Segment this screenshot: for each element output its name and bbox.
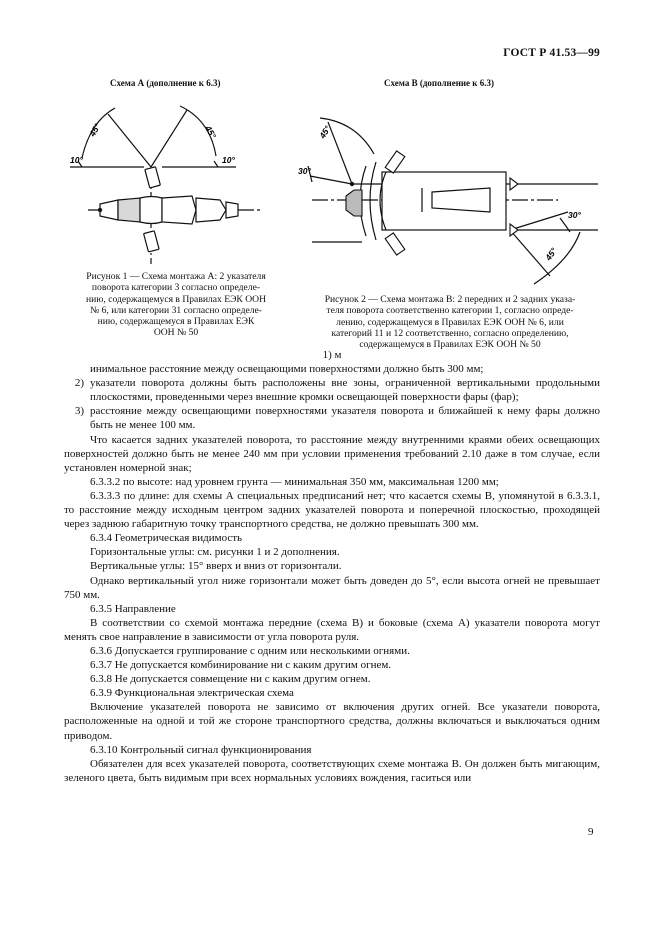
- item-1-marker: 1) м: [322, 349, 342, 361]
- scheme-b-lower-side-lamp: [385, 233, 405, 255]
- paragraph-6-3-3-2: 6.3.3.2 по высоте: над уровнем грунта — минимальная 350 мм, максимальная 1200 мм;: [90, 475, 499, 488]
- heading-6-3-4: 6.3.4 Геометрическая видимость: [90, 532, 243, 545]
- figure-2-caption-line: содержащемуся в Правилах ЕЭК ООН № 50: [359, 339, 541, 351]
- heading-6-3-10: 6.3.10 Контрольный сигнал функционирования: [90, 743, 312, 756]
- figure-1-caption-line: Рисунок 1 — Схема монтажа А: 2 указателя: [86, 271, 266, 282]
- scheme-a-left-ray: [108, 114, 151, 167]
- scheme-a-top-lamp: [145, 167, 161, 188]
- heading-6-3-9: 6.3.9 Функциональная электрическая схема: [90, 687, 294, 700]
- figure-2-caption-line: теля поворота соответственно категории 1, согласно опреде-: [326, 305, 574, 317]
- paragraph-horizontal-angles: Горизонтальные углы: см. рисунки 1 и 2 дополнения.: [90, 546, 340, 559]
- heading-6-3-5: 6.3.5 Направление: [90, 602, 176, 615]
- body-text: [64, 348, 600, 785]
- scheme-a-angle-left: 10°: [70, 155, 83, 165]
- scheme-a-bottom-lamp: [144, 231, 160, 252]
- paragraph-rear-indicators: Что касается задних указателей поворота, то расстояние между внутренними краями обеих освещающих поверхностей должно быть не менее 240 мм при условии применения требований 2.10 даже в том случае, если установлен номерной знак;: [64, 433, 600, 474]
- page-number: 9: [588, 826, 594, 838]
- figure-2-caption-line: Рисунок 2 — Схема монтажа В: 2 передних и 2 задних указа-: [324, 294, 576, 305]
- paragraph-6-3-8: 6.3.8 Не допускается совмещение ни с каким другим огнем.: [90, 673, 371, 686]
- list-item-3: [64, 404, 600, 432]
- figure-1-caption-line: № 6, или категории 31 согласно определе-: [90, 304, 262, 316]
- item-1-text: инимальное расстояние между освещающими поверхностями должно быть 300 мм;: [90, 363, 484, 376]
- scheme-b-front-lamp: [346, 190, 362, 216]
- figure-1-caption-line: поворота категории 3 согласно определе-: [91, 282, 261, 294]
- scheme-b-angle-top-big: 45°: [317, 123, 333, 141]
- paragraph-6-3-6: 6.3.6 Допускается группирование с одним или несколькими огнями.: [90, 644, 410, 657]
- scheme-a-angle-top-left: 45°: [87, 121, 103, 139]
- paragraph-however: Однако вертикальный угол ниже горизонтали может быть доведен до 5°, если высота огней не превышает 750 мм.: [64, 574, 600, 601]
- figure-2-caption: [300, 294, 600, 350]
- scheme-a-vehicle: [100, 196, 238, 224]
- list-text: указатели поворота должны быть расположены вне зоны, ограниченной вертикальными продольными плоскостями, проведенными через внешние кромки освещающей поверхности фары (фар);: [90, 377, 600, 404]
- standard-header: ГОСТ Р 41.53—99: [503, 47, 600, 59]
- paragraph-vertical-angles: Вертикальные углы: 15° вверх и вниз от горизонтали.: [90, 560, 342, 573]
- figure-1-caption-line: нию, содержащемуся в Правилах ЕЭК: [97, 316, 255, 328]
- paragraph-mandatory: Обязателен для всех указателей поворота, соответствующих схеме монтажа В. Он должен быть мигающим, зеленого цвета, быть видимым при всех нормальных условиях вождения, гаситься или: [64, 757, 600, 784]
- list-number: 2): [74, 377, 84, 390]
- scheme-b-angle-bottom-small: 30°: [568, 210, 581, 220]
- scheme-b-upper-side-lamp: [385, 151, 405, 173]
- list-number: 3): [74, 405, 84, 418]
- figure-2-caption-line: лению, содержащемуся в Правилах ЕЭК ООН № 6, или: [336, 316, 564, 328]
- figure-1-caption-line: ООН № 50: [153, 327, 199, 339]
- list-item-2: [64, 376, 600, 404]
- paragraph-inclusion: Включение указателей поворота не зависимо от включения других огней. Все указатели поворота, расположенные на одной и той же стороне транспортного средства, должны включаться и выключаться одним приводом.: [64, 701, 600, 742]
- paragraph-6-3-7: 6.3.7 Не допускается комбинирование ни с каким другим огнем.: [90, 659, 392, 672]
- scheme-a-right-ray: [151, 110, 187, 167]
- scheme-b-angle-bottom-big: 45°: [543, 246, 559, 263]
- list-text: расстояние между освещающими поверхностями указателя поворота и ближайшей к нему фары должно быть не менее 100 мм.: [90, 405, 600, 432]
- scheme-a-title: Схема А (дополнение к 6.3): [110, 78, 221, 88]
- scheme-b-angle-top-small: 30°: [298, 166, 311, 176]
- scheme-b-diagram: [298, 108, 598, 288]
- paragraph-6-3-3-3: 6.3.3.3 по длине: для схемы А специальных предписаний нет; что касается схемы В, упомянутой в 6.3.3.1, то расстояние между исходным центром задних указателей поворота и поперечной плоскостью, проходящей через заднюю габаритную точку транспортного средства, не должно превышать 300 мм.: [64, 489, 600, 531]
- scheme-a-angle-right: 10°: [222, 155, 235, 165]
- scheme-b-title: Схема В (дополнение к 6.3): [384, 78, 494, 88]
- paragraph-direction: В соответствии со схемой монтажа передние (схема В) и боковые (схема А) указатели поворота могут менять свое направление в зависимости от угла поворота руля.: [64, 616, 600, 643]
- scheme-a-diagram: [60, 92, 290, 268]
- figure-1-caption-line: нию, содержащемуся в Правилах ЕЭК ООН: [85, 293, 266, 305]
- figure-2-caption-line: категорий 11 и 12 соответственно, согласно определению,: [331, 327, 569, 339]
- scheme-a-angle-top-right: 45°: [203, 123, 219, 141]
- figure-1-caption: [62, 271, 290, 339]
